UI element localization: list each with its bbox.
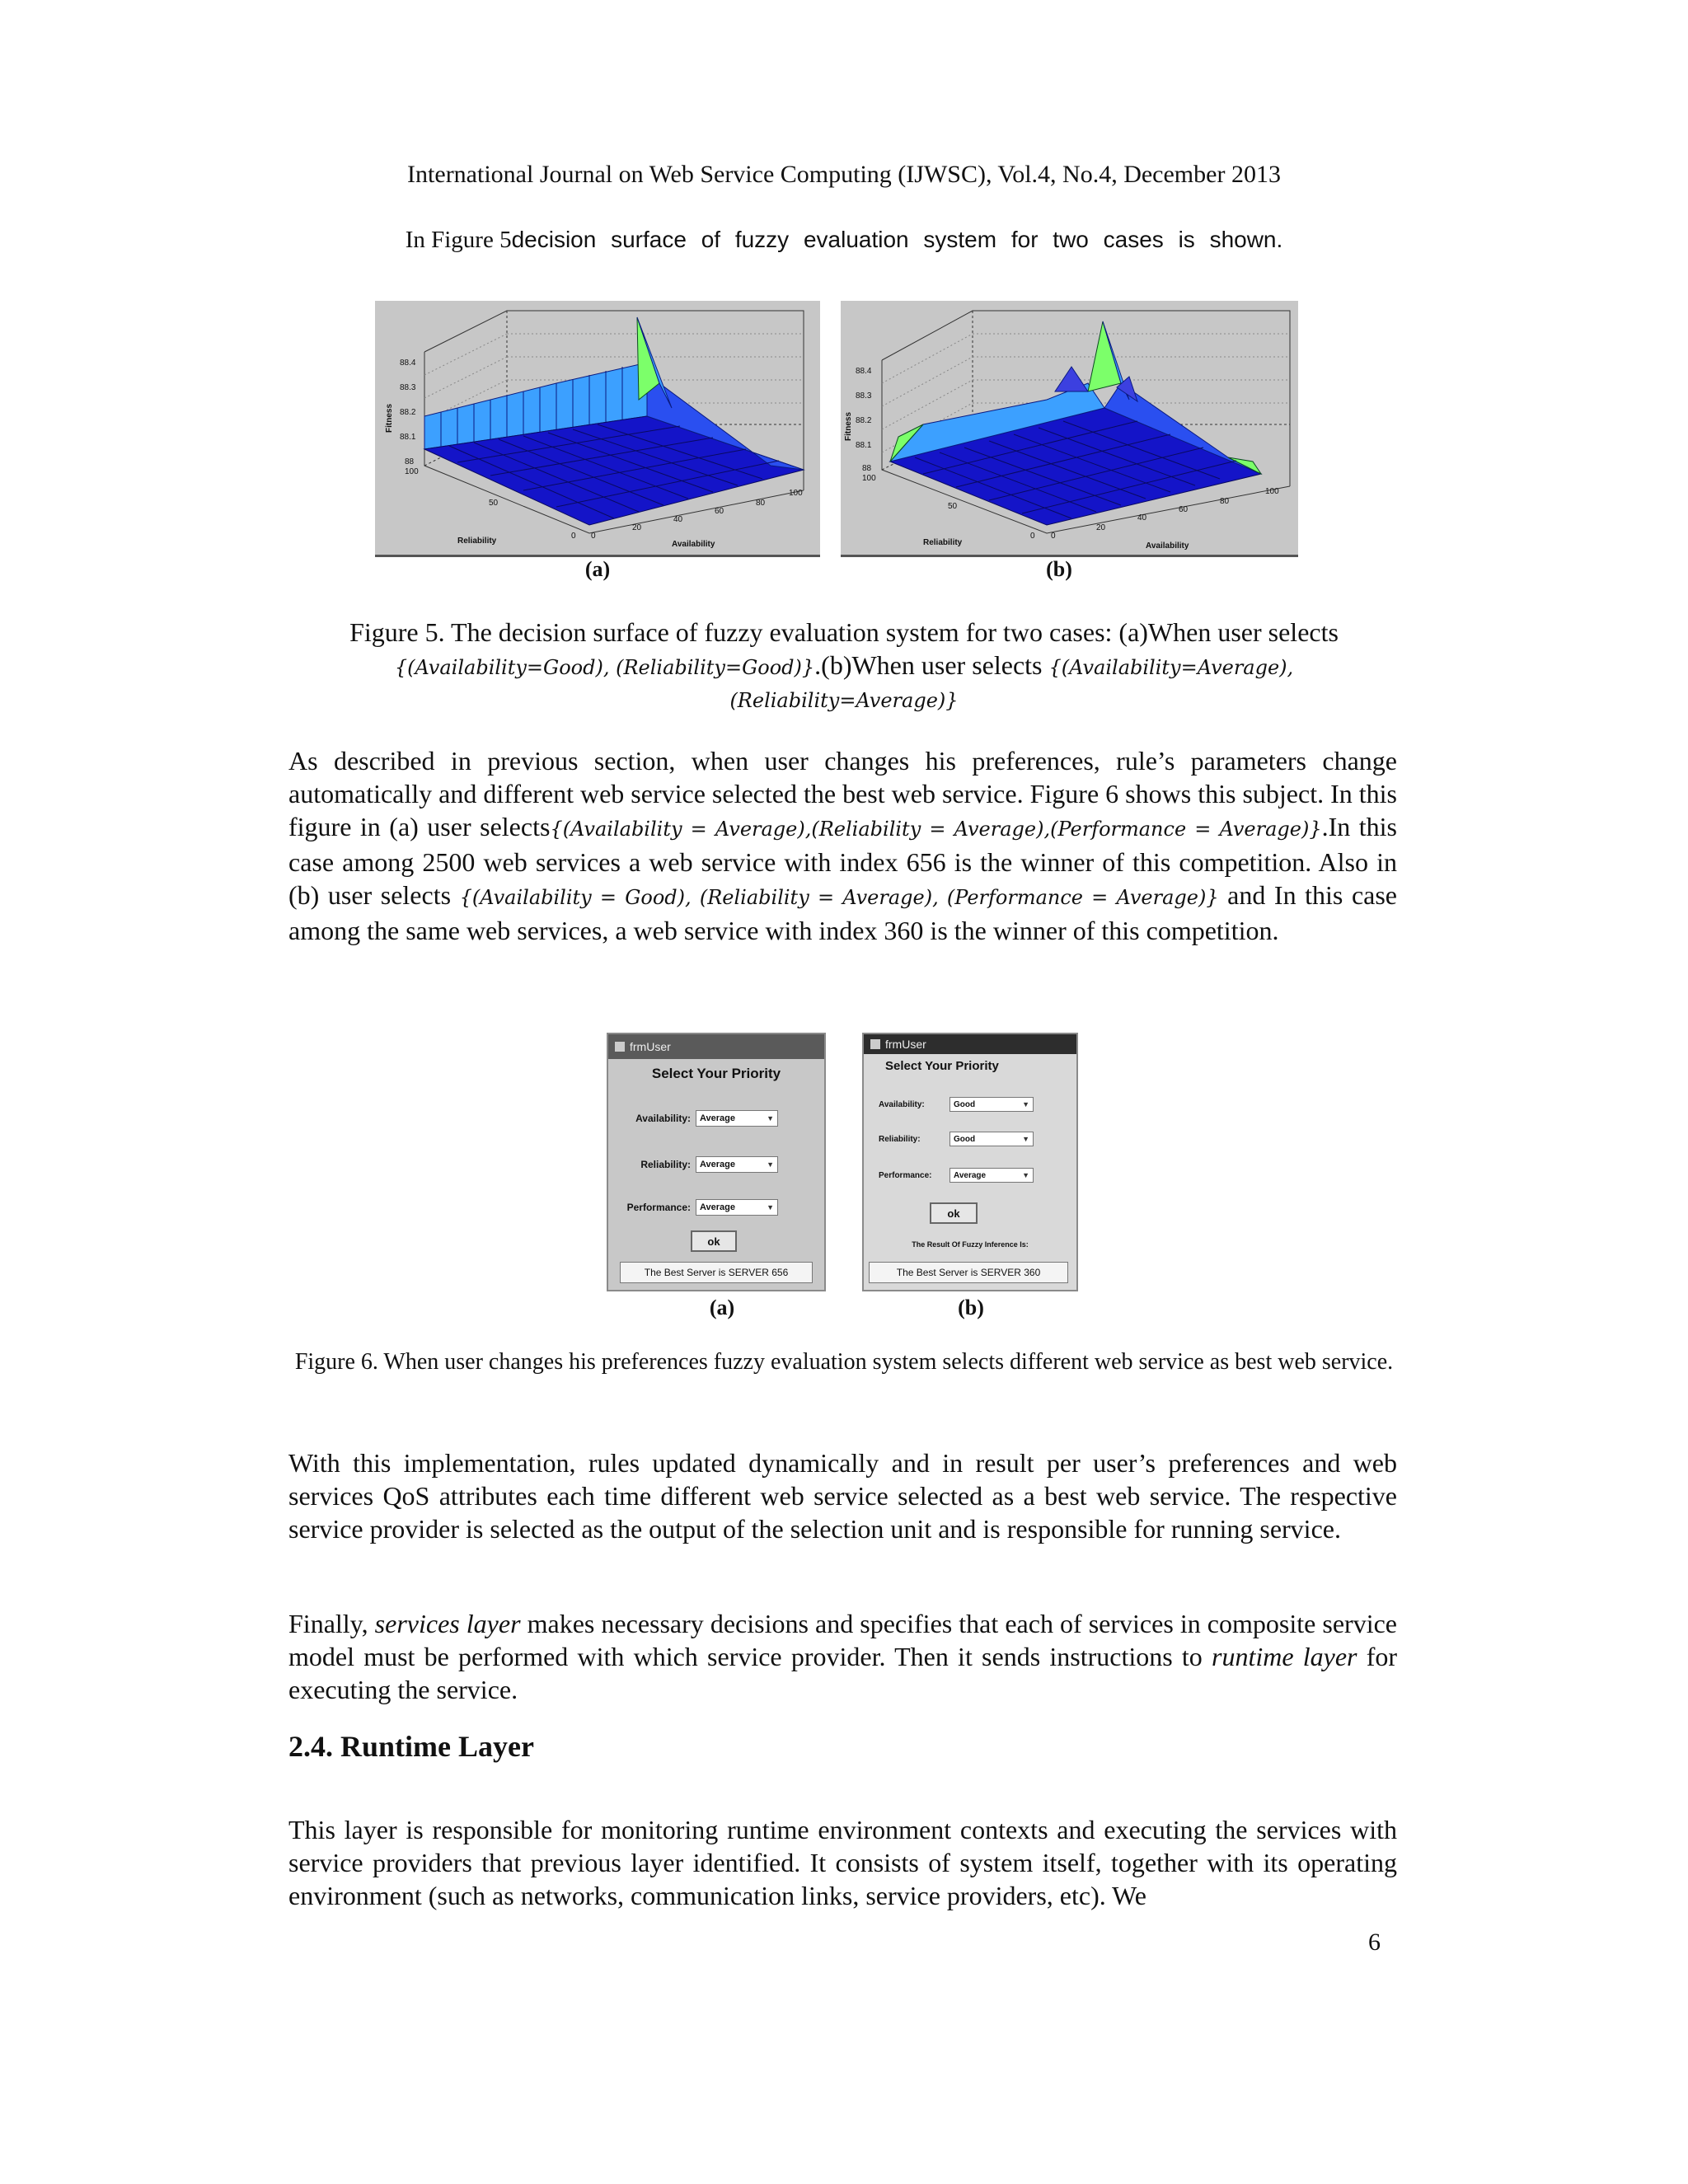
z-tick: 88.3 (856, 391, 872, 401)
paragraph-3-italic-2: runtime layer (1211, 1642, 1357, 1671)
performance-label: Performance: (626, 1202, 691, 1213)
y-axis-label: Availability (1146, 541, 1189, 551)
surface-plot-a-svg (375, 301, 820, 555)
figure5-caption-math-b2: (Reliability=Average)} (729, 689, 959, 712)
figure5-label-b: (b) (1046, 557, 1072, 581)
paragraph-4: This layer is responsible for monitoring runtime environment contexts and executing the services with service providers that previous layer identified. It consists of system itself, together with its operating environment (such as networks, communication links, service providers, etc). We (288, 1815, 1397, 1910)
dialog-a (607, 1033, 826, 1291)
result-field: The Best Server is SERVER 656 (620, 1262, 813, 1283)
figure5-caption-mid: .(b)When user selects (814, 650, 1049, 680)
availability-row (617, 1110, 778, 1127)
z-tick: 88.3 (400, 383, 416, 392)
figure6-label-a: (a) (709, 1296, 735, 1319)
availability-label: Availability: (635, 1113, 691, 1124)
z-axis-label: Fitness (385, 403, 394, 433)
paragraph-1-text-1: As described in previous section, when user changes his preferences, rule’s parameters change automatically and different web service selected the best web service. Figure 6 shows this subject. In this figure in (a) user selects (288, 746, 1397, 841)
z-tick: 88.2 (400, 408, 416, 417)
chevron-down-icon: ▼ (1022, 1171, 1029, 1179)
y-tick: 80 (756, 499, 766, 508)
x-tick: 50 (489, 499, 499, 508)
reliability-label: Reliability: (640, 1159, 691, 1170)
z-tick: 88.2 (856, 416, 872, 425)
paragraph-3 (288, 1607, 1397, 1706)
performance-row (617, 1199, 778, 1216)
availability-label: Availability: (879, 1099, 925, 1109)
ok-button[interactable]: ok (930, 1202, 978, 1224)
paragraph-1-text-3: and In this case among the same web services, a web service with index 360 is the winner of this competition. (288, 880, 1398, 945)
availability-value: Average (700, 1113, 736, 1123)
performance-value: Average (700, 1202, 736, 1212)
reliability-select[interactable] (696, 1156, 778, 1173)
x-axis-label: Reliability (923, 538, 963, 547)
chevron-down-icon: ▼ (1022, 1135, 1029, 1143)
dialog-b-heading: Select Your Priority (885, 1059, 999, 1073)
y-tick: 0 (1051, 532, 1056, 541)
paragraph-1-text-2: .In this case among 2500 web services a web service with index 656 is the winner of this competition. Also in (b) user selects (288, 812, 1398, 910)
figure6-label-b: (b) (958, 1296, 984, 1319)
y-tick: 60 (715, 507, 724, 516)
dialog-a-heading: Select Your Priority (651, 1066, 781, 1081)
result-field: The Best Server is SERVER 360 (869, 1262, 1068, 1283)
section-heading: 2.4. Runtime Layer (288, 1730, 534, 1763)
ok-button[interactable]: ok (691, 1230, 737, 1252)
performance-select[interactable] (950, 1168, 1034, 1183)
x-tick: 0 (571, 532, 576, 541)
reliability-value: Average (700, 1160, 736, 1169)
figure5-caption-math-b1: {(Availability=Average), (1048, 656, 1294, 679)
dialog-b-titlebar (864, 1034, 1076, 1054)
performance-select[interactable] (696, 1199, 778, 1216)
surface-plot-a (375, 301, 820, 557)
chevron-down-icon: ▼ (767, 1160, 774, 1169)
figure5-caption-line1: Figure 5. The decision surface of fuzzy evaluation system for two cases: (a)When user selects (349, 617, 1339, 647)
figure5-caption-math-a: {(Availability=Good), (Reliability=Good)} (394, 656, 815, 679)
z-tick: 88 (862, 464, 872, 473)
y-tick: 100 (1265, 487, 1279, 496)
figure5-caption (247, 616, 1441, 717)
y-tick: 40 (673, 515, 683, 524)
figure5-label-a: (a) (584, 557, 611, 581)
z-axis-label: Fitness (844, 411, 853, 441)
paragraph-1-math-2: {(Availability = Good), (Reliability = Average), (Performance = Average)} (459, 886, 1219, 909)
paragraph-3-text-2: makes necessary decisions and specifies that each of services in composite service model must be performed with which service provider. Then it sends instructions to (288, 1609, 1397, 1671)
availability-select[interactable] (950, 1097, 1034, 1112)
intro-line (0, 227, 1688, 254)
java-icon (870, 1039, 880, 1049)
availability-row (864, 1097, 1034, 1112)
performance-label: Performance: (879, 1170, 932, 1180)
reliability-label: Reliability: (879, 1134, 921, 1144)
surface-plot-b (841, 301, 1298, 557)
reliability-row (617, 1156, 778, 1173)
y-tick: 100 (789, 489, 803, 498)
chevron-down-icon: ▼ (1022, 1100, 1029, 1108)
result-title: The Result Of Fuzzy Inference Is: (912, 1240, 1029, 1249)
java-icon (615, 1042, 625, 1052)
paragraph-1 (288, 744, 1397, 947)
chevron-down-icon: ▼ (767, 1114, 774, 1122)
page-number: 6 (1368, 1929, 1381, 1956)
z-tick: 88.1 (856, 441, 872, 450)
x-axis-label: Reliability (457, 537, 497, 546)
intro-prefix: In Figure 5 (405, 227, 512, 253)
paragraph-3-text-3: for executing the service. (288, 1642, 1398, 1704)
dialog-a-title: frmUser (630, 1040, 671, 1053)
surface-plot-b-svg (841, 301, 1298, 555)
reliability-select[interactable] (950, 1132, 1034, 1146)
dialog-a-titlebar (608, 1034, 824, 1059)
paragraph-1-math-1: {(Availability = Average),(Reliability = Average),(Performance = Average)} (550, 818, 1322, 841)
y-tick: 40 (1137, 513, 1147, 523)
x-tick: 0 (1030, 532, 1035, 541)
x-tick: 100 (405, 467, 419, 476)
dialog-b (862, 1033, 1078, 1291)
x-tick: 100 (862, 474, 876, 483)
y-tick: 20 (632, 523, 642, 532)
z-tick: 88 (405, 457, 415, 466)
availability-value: Good (954, 1099, 976, 1109)
journal-header: International Journal on Web Service Computing (IJWSC), Vol.4, No.4, December 2013 (407, 161, 1281, 188)
paragraph-3-text-1: Finally, (288, 1609, 375, 1638)
intro-rest: decision surface of fuzzy evaluation system for two cases is shown. (511, 227, 1283, 252)
paragraph-2: With this implementation, rules updated dynamically and in result per user’s preferences and web services QoS attributes each time different web service selected as a best web service. The respective service provider is selected as the output of the selection unit and is responsible for running service. (288, 1448, 1397, 1544)
dialog-b-title: frmUser (885, 1038, 926, 1051)
paragraph-3-italic-1: services layer (374, 1609, 521, 1638)
availability-select[interactable] (696, 1110, 778, 1127)
performance-value: Average (954, 1170, 987, 1180)
reliability-row (864, 1132, 1034, 1146)
performance-row (864, 1168, 1034, 1183)
y-tick: 0 (591, 532, 596, 541)
chevron-down-icon: ▼ (767, 1203, 774, 1212)
reliability-value: Good (954, 1134, 976, 1144)
x-tick: 50 (948, 502, 958, 511)
z-tick: 88.4 (400, 359, 416, 368)
figure6-caption: Figure 6. When user changes his preferences fuzzy evaluation system selects different web service as best web service. (294, 1349, 1394, 1375)
y-tick: 80 (1220, 497, 1230, 506)
z-tick: 88.4 (856, 367, 872, 376)
z-tick: 88.1 (400, 433, 416, 442)
y-tick: 20 (1096, 523, 1106, 532)
y-axis-label: Availability (672, 540, 715, 549)
y-tick: 60 (1179, 505, 1189, 514)
